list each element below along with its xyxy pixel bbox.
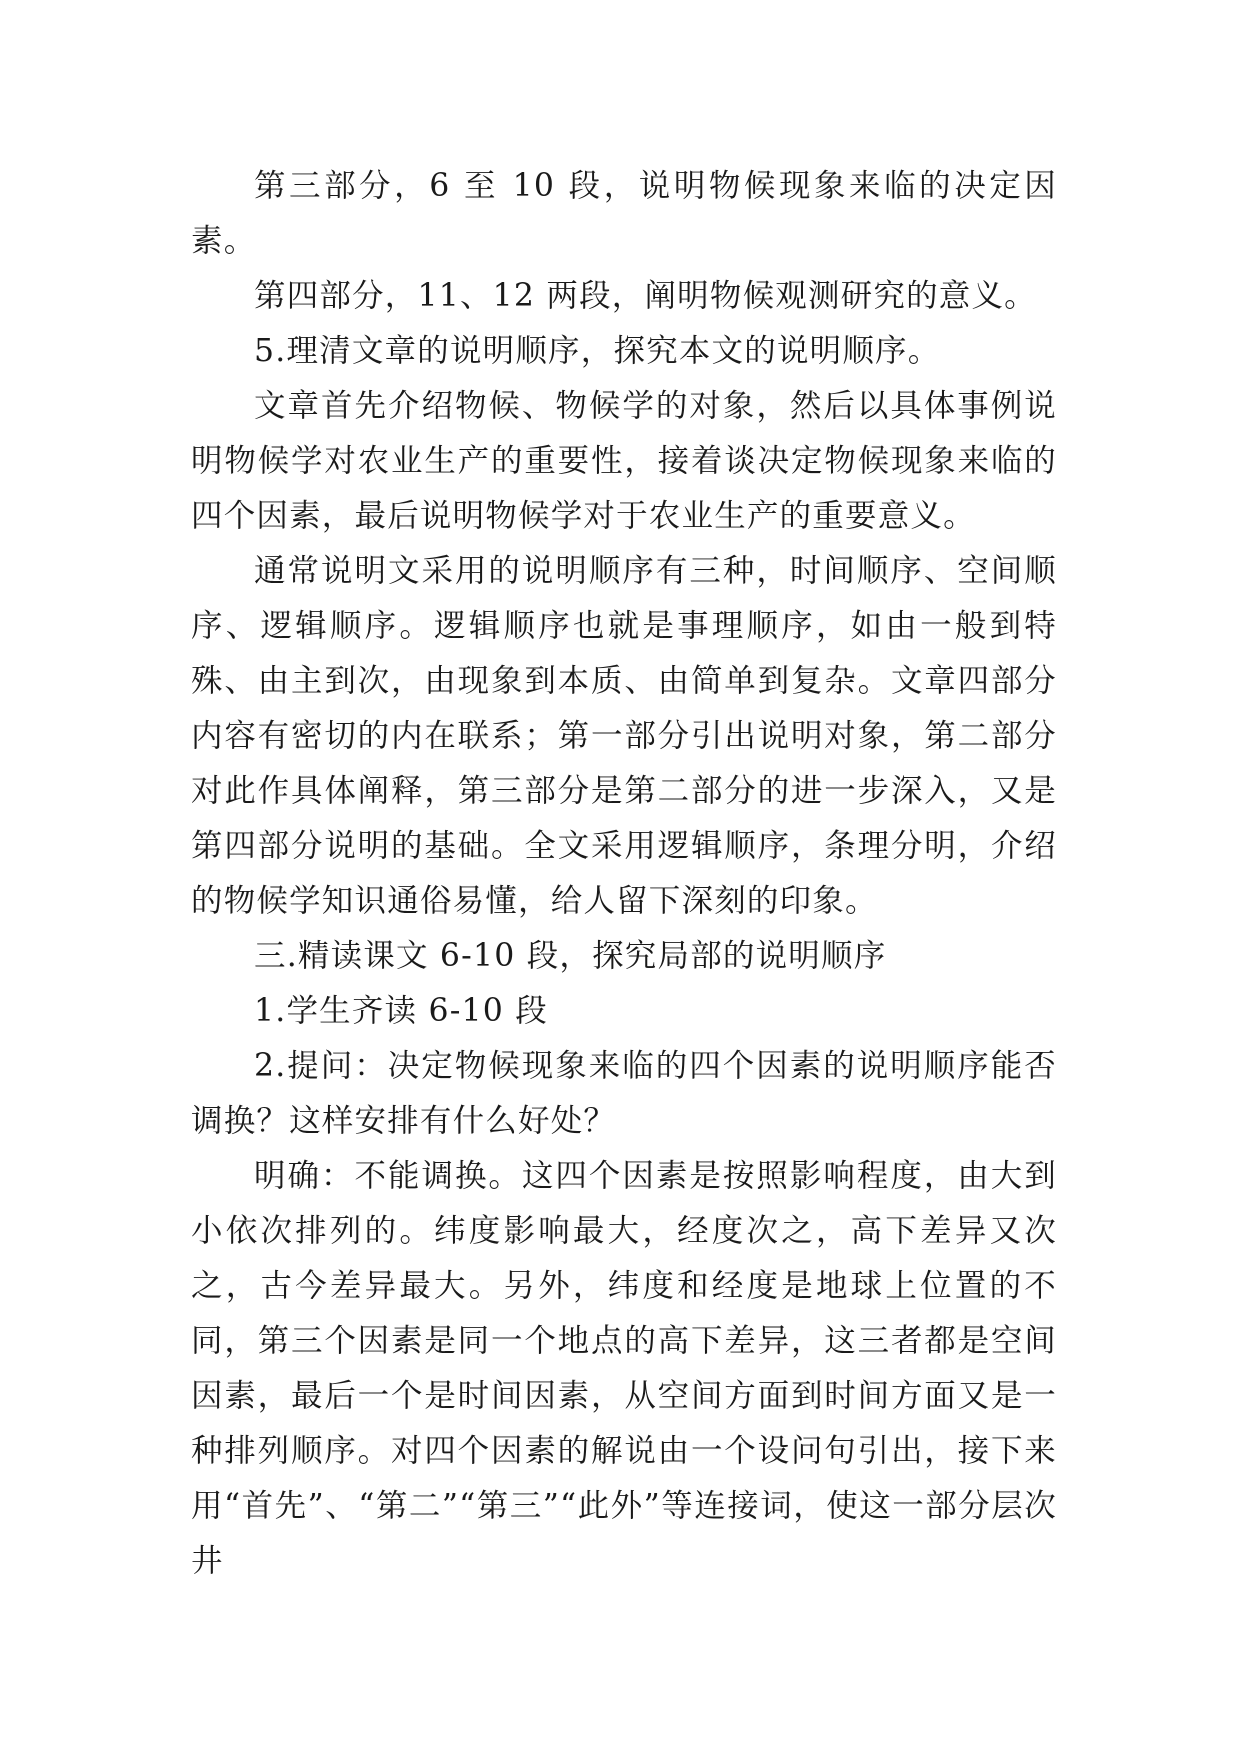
paragraph-step-2-question: 2.提问：决定物候现象来临的四个因素的说明顺序能否调换？这样安排有什么好处？ <box>191 1048 1057 1139</box>
paragraph-article-summary: 文章首先介绍物候、物候学的对象，然后以具体事例说明物候学对农业生产的重要性，接着谈决定物候现象来临的四个因素，最后说明物候学对于农业生产的重要意义。 <box>191 388 1057 534</box>
paragraph-step-1: 1.学生齐读 6-10 段 <box>254 993 548 1029</box>
paragraph-explanation-order: 通常说明文采用的说明顺序有三种，时间顺序、空间顺序、逻辑顺序。逻辑顺序也就是事理顺序，如由一般到特殊、由主到次，由现象到本质、由简单到复杂。文章四部分内容有密切的内在联系；第一部分引出说明对象，第二部分对此作具体阐释，第三部分是第二部分的进一步深入，又是第四部分说明的基础。全文采用逻辑顺序，条理分明，介绍的物候学知识通俗易懂，给人留下深刻的印象。 <box>191 553 1057 919</box>
paragraph-task-5: 5.理清文章的说明顺序，探究本文的说明顺序。 <box>254 333 941 369</box>
paragraph-answer: 明确：不能调换。这四个因素是按照影响程度，由大到小依次排列的。纬度影响最大，经度次之，高下差异又次之，古今差异最大。另外，纬度和经度是地球上位置的不同，第三个因素是同一个地点的高下差异，这三者都是空间因素，最后一个是时间因素，从空间方面到时间方面又是一种排列顺序。对四个因素的解说由一个设问句引出，接下来用“首先”、“第二”“第三”“此外”等连接词，使这一部分层次井 <box>191 1158 1057 1579</box>
document-body <box>191 159 1057 1589</box>
section-heading-three: 三.精读课文 6-10 段，探究局部的说明顺序 <box>254 938 887 974</box>
paragraph-part-four: 第四部分，11、12 两段，阐明物候观测研究的意义。 <box>254 278 1037 314</box>
paragraph-part-three: 第三部分，6 至 10 段，说明物候现象来临的决定因素。 <box>191 168 1057 259</box>
